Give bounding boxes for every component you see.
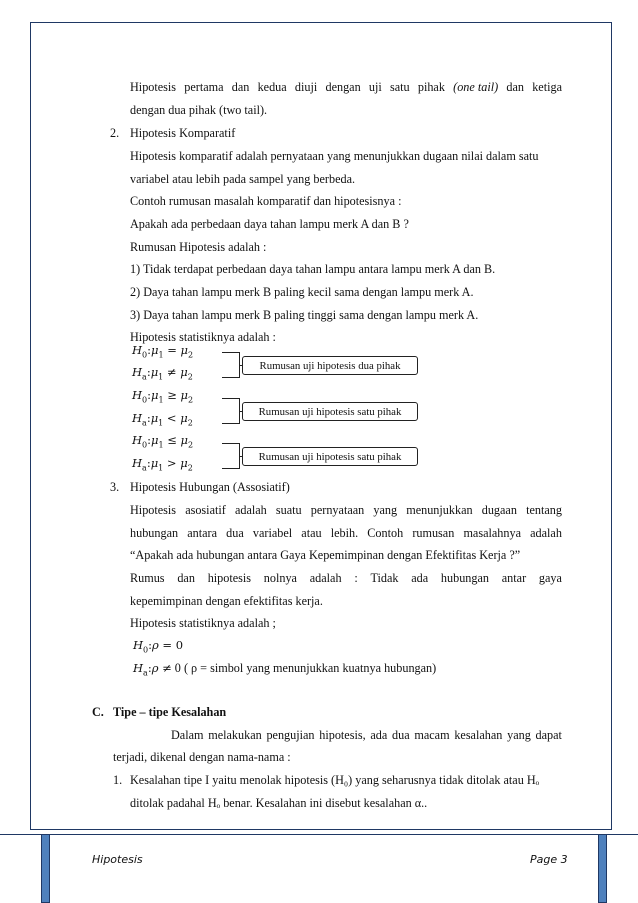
item2-point-1: 1) Tidak terdapat perbedaan daya tahan lampu antara lampu merk A dan B.	[130, 262, 496, 276]
item2-question: Apakah ada perbedaan daya tahan lampu merk A dan B ?	[130, 217, 409, 231]
item3-para-line-2-word: antara	[187, 526, 217, 540]
item3-para-line-3: “Apakah ada hubungan antara Gaya Kepemimpinan dengan Efektifitas Kerja ?”	[130, 548, 521, 562]
section-c-para-line-1-word: pengujian	[266, 728, 315, 742]
item2-stat-label: Hipotesis statistiknya adalah :	[130, 330, 276, 344]
item2-example-intro: Contoh rumusan masalah komparatif dan hipotesisnya :	[130, 194, 402, 208]
intro-line-1-word: Hipotesis	[130, 80, 177, 94]
item3-para-line-1-word: yang	[373, 503, 398, 517]
item3-para-line-1-word: Hipotesis	[130, 503, 177, 517]
item3-para-line-2-word: masalahnya	[463, 526, 521, 540]
intro-line-1-word: (one tail)	[453, 80, 499, 94]
section-c-para-line-1-word: kesalahan	[454, 728, 503, 742]
item3-rumus-line-1-word: adalah	[309, 571, 342, 585]
item3-rumus-line-1-word: nolnya	[263, 571, 297, 585]
section-c-para-line-1-word: dapat	[535, 728, 562, 742]
intro-line-1-word: uji	[368, 80, 382, 94]
item3-equation-1: $H_0:\rho = 0$	[133, 638, 184, 655]
item3-rumus-line-1-word: gaya	[538, 571, 562, 585]
item3-rumus-line-1-word: antar	[501, 571, 527, 585]
intro-line-2: dengan dua pihak (two tail).	[130, 103, 268, 117]
item3-para-line-2-word: dua	[226, 526, 244, 540]
intro-line-1-word: satu	[389, 80, 410, 94]
box-one-tail-2: Rumusan uji hipotesis satu pihak	[242, 447, 418, 466]
item2-rumusan-label: Rumusan Hipotesis adalah :	[130, 240, 267, 254]
bracket-3	[222, 443, 240, 469]
section-c-para-line-1-word: dua	[392, 728, 410, 742]
item3-number: 3.	[110, 480, 120, 494]
intro-line-1	[130, 80, 562, 94]
item3-rumus-line-1-word: hubungan	[440, 571, 489, 585]
item3-para-line-1-word: pernyataan	[310, 503, 365, 517]
section-c-item1-number: 1.	[113, 773, 123, 787]
section-c-para-line-1-word: macam	[414, 728, 450, 742]
item3-para-line-1-word: adalah	[234, 503, 267, 517]
item3-equation-2: $H_a:\rho \ne 0$ ( ρ = simbol yang menunjukkan kuatnya hubungan)	[133, 661, 437, 678]
item2-equation: $H_a:\mu_1 \ne \mu_2$	[132, 365, 193, 382]
bracket-1	[222, 352, 240, 378]
item3-rumus-line-1	[130, 571, 562, 585]
item3-para-line-2-word: hubungan	[130, 526, 179, 540]
section-c-para-line-1-word: yang	[507, 728, 531, 742]
item2-equation: $H_a:\mu_1 < \mu_2$	[132, 411, 193, 428]
box-two-tail: Rumusan uji hipotesis dua pihak	[242, 356, 418, 375]
section-c-para-line-2: terjadi, dikenal dengan nama-nama :	[113, 750, 291, 764]
bracket-2	[222, 398, 240, 424]
item3-para-line-2-word: adalah	[530, 526, 562, 540]
item2-para-line-2: variabel atau lebih pada sampel yang berbeda.	[130, 172, 356, 186]
item2-equation: $H_0:\mu_1 \le \mu_2$	[132, 433, 194, 450]
intro-line-1-word: dan	[506, 80, 524, 94]
item3-para-line-1-word: asosiatif	[185, 503, 226, 517]
item3-para-line-1-word: dugaan	[481, 503, 517, 517]
item3-para-line-2-word: variabel	[252, 526, 293, 540]
intro-line-1-word: pihak	[417, 80, 445, 94]
item3-para-line-1	[130, 503, 562, 517]
item2-equation: $H_0:\mu_1 = \mu_2$	[132, 343, 194, 360]
item2-number: 2.	[110, 126, 120, 140]
item3-para-line-2-word: Contoh	[367, 526, 404, 540]
item3-para-line-2	[130, 526, 562, 540]
section-c-item1-line-1: Kesalahan tipe I yaitu menolak hipotesis (H₀) yang seharusnya tidak ditolak atau Hₒ	[130, 773, 540, 787]
item2-point-2: 2) Daya tahan lampu merk B paling kecil sama dengan lampu merk A.	[130, 285, 474, 299]
section-c-para-line-1-word: hipotesis,	[319, 728, 366, 742]
item3-rumus-line-1-word: Tidak	[370, 571, 399, 585]
intro-line-1-word: kedua	[257, 80, 287, 94]
item3-para-line-2-word: rumusan	[412, 526, 455, 540]
item3-rumus-line-1-word: hipotesis	[207, 571, 252, 585]
item3-rumus-line-1-word: dan	[177, 571, 195, 585]
footer-title: Hipotesis	[92, 853, 143, 866]
footer-bar-right	[598, 834, 607, 903]
section-c-label: C.	[92, 705, 104, 719]
item3-rumus-line-1-word: Rumus	[130, 571, 165, 585]
item2-equation: $H_0:\mu_1 \ge \mu_2$	[132, 388, 194, 405]
section-c-item1-line-2: ditolak padahal Hₒ benar. Kesalahan ini disebut kesalahan α..	[130, 796, 428, 810]
item2-para-line-1: Hipotesis komparatif adalah pernyataan yang menunjukkan dugaan nilai dalam satu	[130, 149, 539, 163]
section-c-title: Tipe – tipe Kesalahan	[113, 705, 227, 719]
intro-line-1-word: ketiga	[532, 80, 562, 94]
footer-rule	[0, 834, 638, 835]
intro-line-1-word: dengan	[325, 80, 361, 94]
item3-stat-label: Hipotesis statistiknya adalah ;	[130, 616, 276, 630]
item3-para-line-1-word: tentang	[526, 503, 562, 517]
item3-para-line-1-word: menunjukkan	[406, 503, 473, 517]
section-c-para-line-1-word: melakukan	[208, 728, 262, 742]
item3-para-line-2-word: atau	[301, 526, 322, 540]
item3-para-line-2-word: lebih.	[330, 526, 359, 540]
item2-equation: $H_a:\mu_1 > \mu_2$	[132, 456, 193, 473]
item3-rumus-line-2: kepemimpinan dengan efektifitas kerja.	[130, 594, 323, 608]
intro-line-1-word: dan	[231, 80, 250, 94]
item3-rumus-line-1-word: :	[354, 571, 358, 585]
footer-page-number: Page 3	[530, 853, 568, 866]
section-c-para-line-1-word: Dalam	[171, 728, 204, 742]
item2-title: Hipotesis Komparatif	[130, 126, 236, 140]
item3-para-line-1-word: suatu	[275, 503, 302, 517]
item3-title: Hipotesis Hubungan (Assosiatif)	[130, 480, 290, 494]
item2-point-3: 3) Daya tahan lampu merk B paling tinggi sama dengan lampu merk A.	[130, 308, 479, 322]
section-c-para-line-1	[171, 728, 562, 742]
section-c-para-line-1-word: ada	[370, 728, 388, 742]
intro-line-1-word: pertama	[184, 80, 224, 94]
item3-rumus-line-1-word: ada	[411, 571, 429, 585]
box-one-tail-1: Rumusan uji hipotesis satu pihak	[242, 402, 418, 421]
footer-bar-left	[41, 834, 50, 903]
intro-line-1-word: diuji	[294, 80, 318, 94]
